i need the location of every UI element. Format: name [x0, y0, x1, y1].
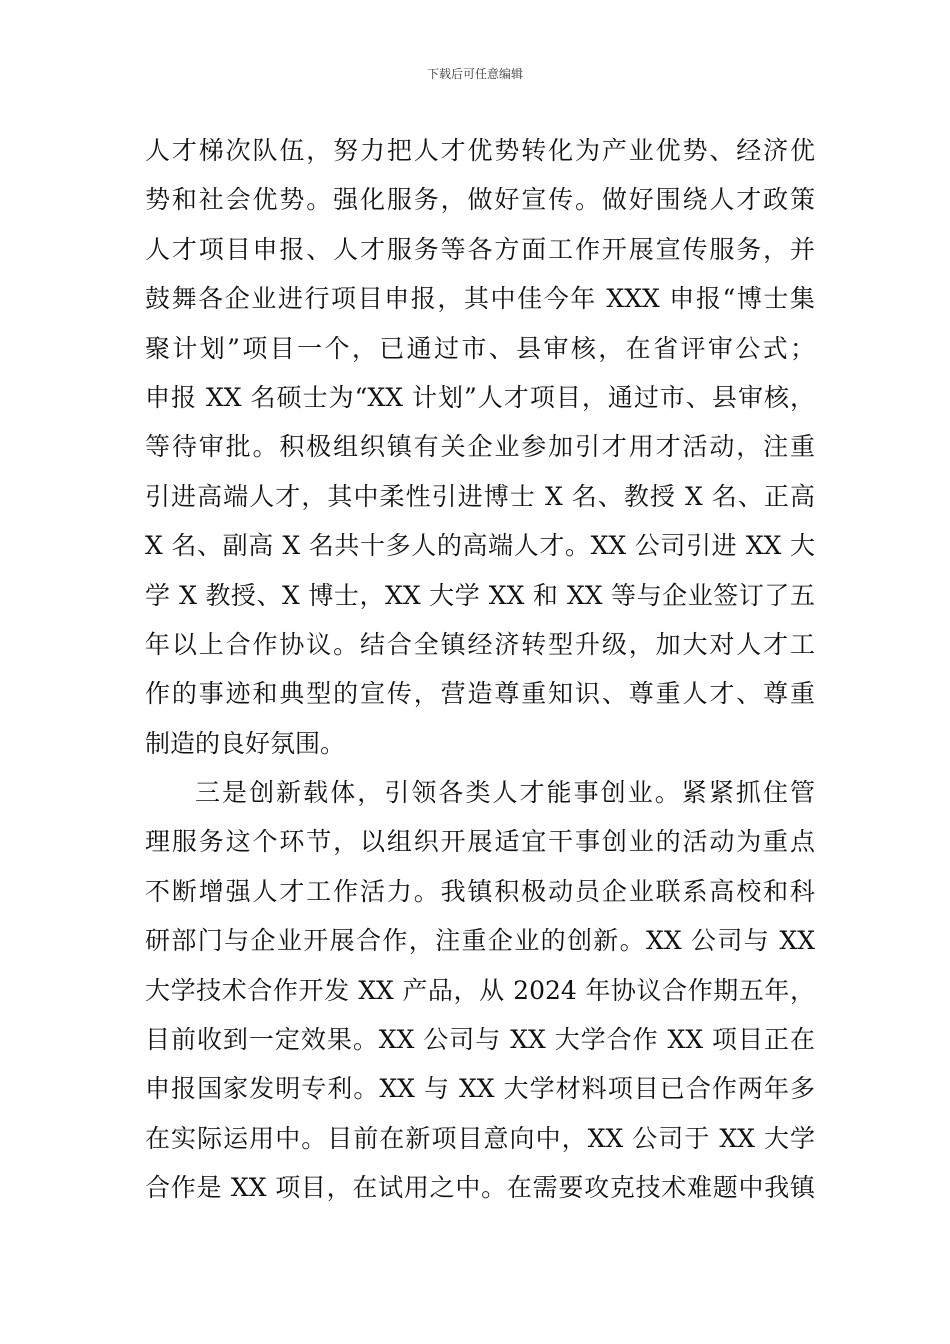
text-line: 鼓舞各企业进行项目申报，其中佳今年 XXX 申报“博士集 — [145, 284, 815, 314]
text-line: 年以上合作协议。结合全镇经济转型升级，加大对人才工 — [145, 629, 815, 659]
text-line: 人才项目申报、人才服务等各方面工作开展宣传服务，并 — [145, 234, 815, 264]
text-line: 势和社会优势。强化服务，做好宣传。做好围绕人才政策 — [145, 185, 815, 215]
page-header: 下载后可任意编辑 — [426, 67, 523, 81]
text-line: 人才梯次队伍，努力把人才优势转化为产业优势、经济优 — [145, 136, 815, 165]
text-line: 目前收到一定效果。XX 公司与 XX 大学合作 XX 项目正在 — [145, 1025, 815, 1055]
text-line: 合作是 XX 项目，在试用之中。在需要攻克技术难题中我镇 — [145, 1173, 815, 1203]
text-line: 理服务这个环节，以组织开展适宜干事创业的活动为重点 — [145, 827, 815, 857]
text-line: 研部门与企业开展合作，注重企业的创新。XX 公司与 XX — [145, 926, 815, 956]
text-line: 引进高端人才，其中柔性引进博士 X 名、教授 X 名、正高 — [145, 481, 815, 511]
text-line: 不断增强人才工作活力。我镇积极动员企业联系高校和科 — [145, 876, 815, 906]
text-line: 等待审批。积极组织镇有关企业参加引才用才活动，注重 — [145, 432, 815, 462]
text-line: 作的事迹和典型的宣传，营造尊重知识、尊重人才、尊重 — [145, 679, 815, 709]
text-line-paragraph-end: 制造的良好氛围。 — [145, 728, 346, 758]
text-line: 学 X 教授、X 博士，XX 大学 XX 和 XX 等与企业签订了五 — [145, 580, 815, 610]
body-text — [145, 126, 815, 1213]
text-line-paragraph-start: 三是创新载体，引领各类人才能事创业。紧紧抓住管 — [195, 778, 815, 808]
text-line: 在实际运用中。目前在新项目意向中，XX 公司于 XX 大学 — [145, 1123, 815, 1153]
text-line: 申报 XX 名硕士为“XX 计划”人才项目，通过市、县审核， — [145, 382, 815, 412]
text-line: 大学技术合作开发 XX 产品，从 2024 年协议合作期五年， — [145, 975, 815, 1005]
text-line: 申报国家发明专利。XX 与 XX 大学材料项目已合作两年多 — [145, 1074, 815, 1104]
text-line: 聚计划”项目一个，已通过市、县审核，在省评审公式； — [145, 333, 815, 363]
text-line: X 名、副高 X 名共十多人的高端人才。XX 公司引进 XX 大 — [145, 531, 815, 561]
